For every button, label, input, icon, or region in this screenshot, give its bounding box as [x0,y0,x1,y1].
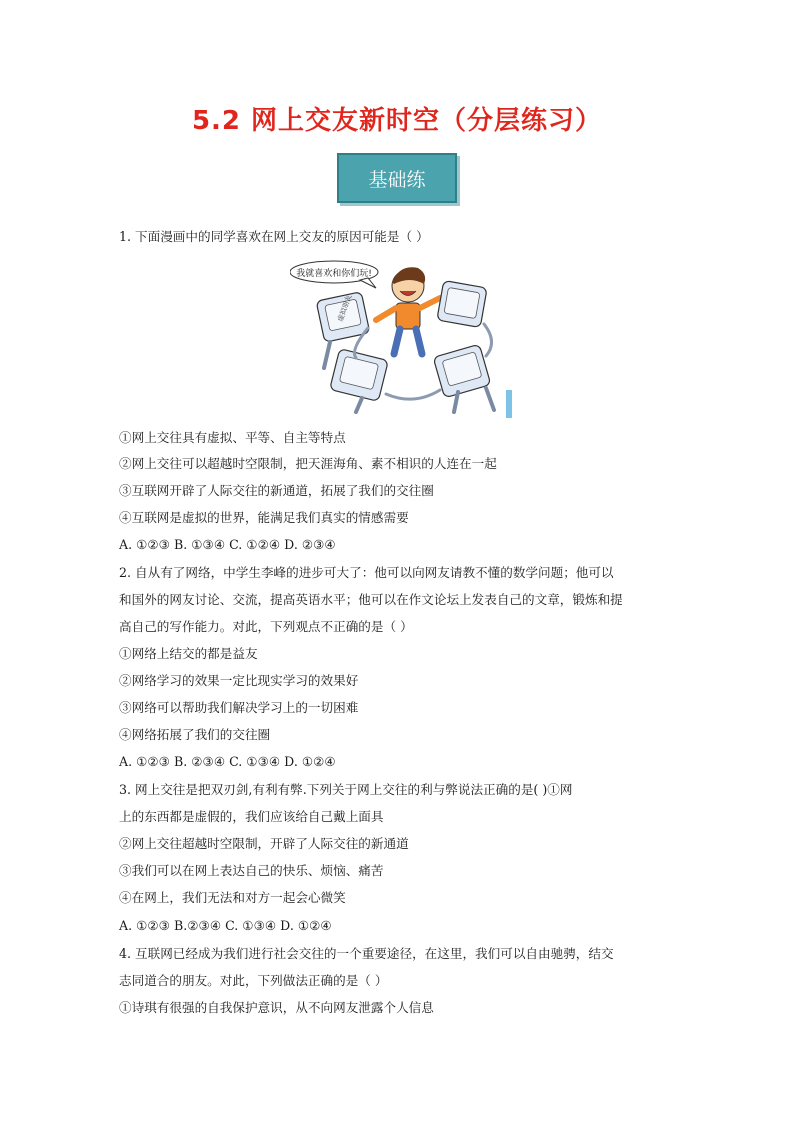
question-4-stem-line-2: 志同道合的朋友。对此，下列做法正确的是（ ） [119,973,388,988]
question-2-stem-line-3: 高自己的写作能力。对此，下列观点不正确的是（ ） [119,619,413,634]
question-2-item-3: ③网络可以帮助我们解决学习上的一切困难 [119,700,359,715]
section-label: 基础练 [368,168,426,191]
question-3-item-4: ④在网上，我们无法和对方一起会心微笑 [119,890,346,905]
question-3-item-2: ②网上交往超越时空限制，开辟了人际交往的新通道 [119,836,409,851]
question-2-stem-line-2: 和国外的网友讨论、交流，提高英语水平；他可以在作文论坛上发表自己的文章，锻炼和提 [119,592,623,607]
question-3-stem-line-1: 3. 网上交往是把双刃剑,有利有弊.下列关于网上交往的利与弊说法正确的是( )①网 [119,782,573,797]
question-2-item-1: ①网络上结交的都是益友 [119,646,258,661]
question-1-stem: 1. 下面漫画中的同学喜欢在网上交友的原因可能是（ ） [119,229,429,244]
question-1-item-1: ①网上交往具有虚拟、平等、自主等特点 [119,430,346,445]
question-2-item-2: ②网络学习的效果一定比现实学习的效果好 [119,673,359,688]
question-2-options: A. ①②③ B. ②③④ C. ①③④ D. ①②④ [119,754,336,769]
question-4-item-1: ①诗琪有很强的自我保护意识，从不向网友泄露个人信息 [119,1000,434,1015]
question-1-item-2: ②网上交往可以超越时空限制，把天涯海角、素不相识的人连在一起 [119,456,497,471]
question-1-item-4: ④互联网是虚拟的世界，能满足我们真实的情感需要 [119,510,409,525]
question-1-item-3: ③互联网开辟了人际交往的新通道，拓展了我们的交往圈 [119,483,434,498]
question-1-options: A. ①②③ B. ①③④ C. ①②④ D. ②③④ [119,537,336,552]
question-3-stem-line-2: 上的东西都是虚假的，我们应该给自己戴上面具 [119,809,384,824]
question-4-stem-line-1: 4. 互联网已经成为我们进行社会交往的一个重要途径，在这里，我们可以自由驰骋，结交 [119,946,614,961]
comic-illustration [290,258,512,418]
question-2-stem-line-1: 2. 自从有了网络，中学生李峰的进步可大了：他可以向网友请教不懂的数学问题；他可以 [119,565,614,580]
question-2-item-4: ④网络拓展了我们的交往圈 [119,727,271,742]
question-3-item-3: ③我们可以在网上表达自己的快乐、烦恼、痛苦 [119,863,384,878]
page-title: 5.2 网上交友新时空（分层练习） [191,106,603,136]
screen-label: 虚拟朋友 [336,293,354,323]
speech-bubble-text: 我就喜欢和你们玩! [296,269,372,279]
section-badge [337,153,457,203]
question-3-options: A. ①②③ B.②③④ C. ①③④ D. ①②④ [119,918,332,933]
